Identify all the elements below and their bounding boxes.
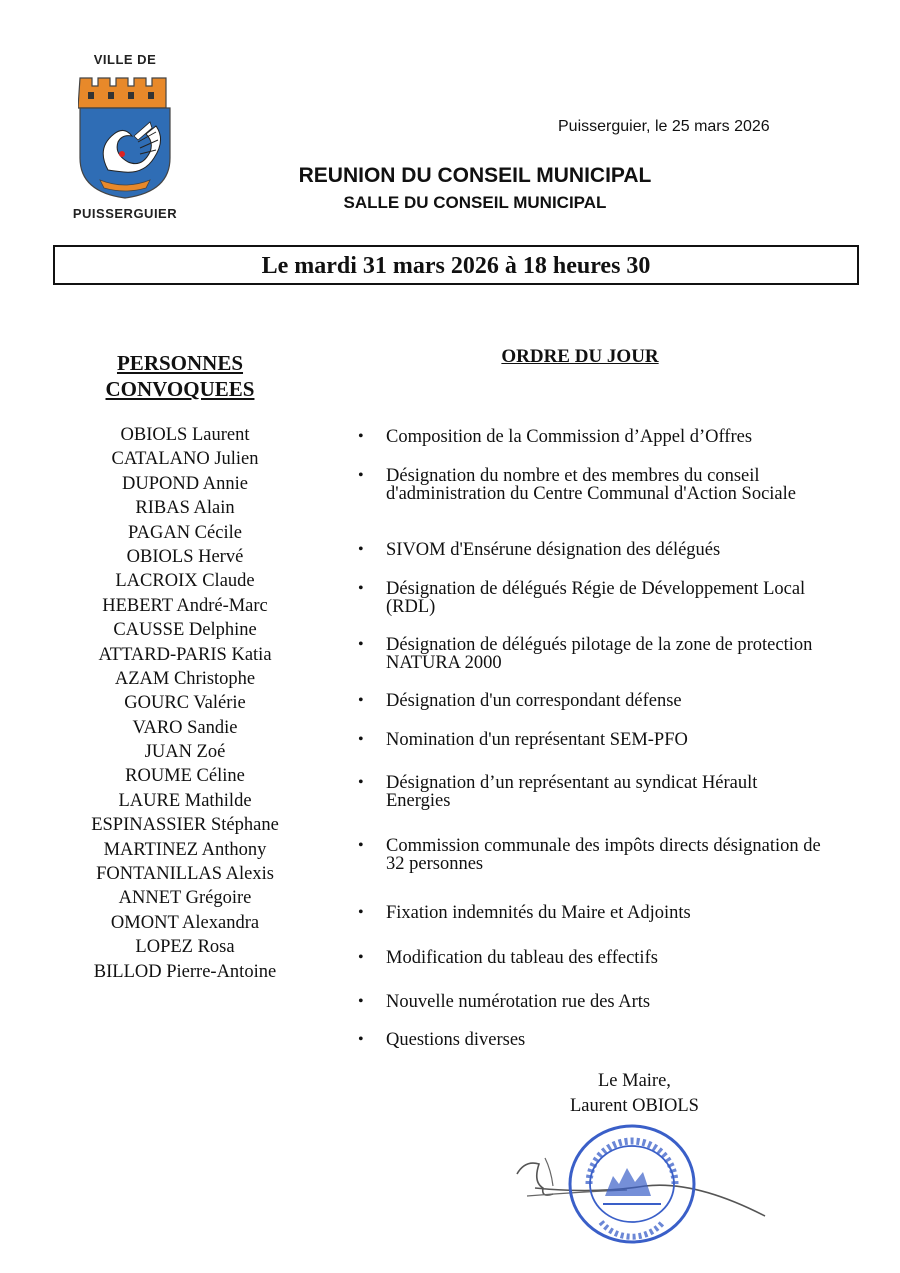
convened-name: OBIOLS Hervé bbox=[126, 546, 244, 567]
agenda-heading: ORDRE DU JOUR bbox=[501, 346, 659, 367]
convened-name: VARO Sandie bbox=[132, 717, 238, 738]
convened-heading bbox=[80, 350, 280, 402]
agenda-item-text: Commission communale des impôts directs désignation de 32 personnes bbox=[386, 836, 821, 874]
bullet-icon: • bbox=[358, 1031, 364, 1048]
bullet-icon: • bbox=[358, 692, 364, 709]
convened-name: JUAN Zoé bbox=[144, 742, 226, 763]
signature-name: Laurent OBIOLS bbox=[570, 1096, 699, 1116]
signature-title: Le Maire, bbox=[598, 1071, 671, 1091]
agenda-item-text: Désignation d’un représentant au syndicat Hérault Energies bbox=[386, 773, 758, 811]
page-title: REUNION DU CONSEIL MUNICIPAL bbox=[298, 164, 652, 187]
bullet-icon: • bbox=[358, 541, 364, 558]
convened-name: LACROIX Claude bbox=[115, 571, 255, 592]
convened-heading-line1: PERSONNES bbox=[116, 351, 244, 375]
agenda-item-text: Désignation du nombre et des membres du conseil d'administration du Centre Communal d'Action Sociale bbox=[386, 466, 796, 504]
bullet-icon: • bbox=[358, 731, 364, 748]
bullet-icon: • bbox=[358, 428, 364, 445]
convened-heading-line2: CONVOQUEES bbox=[105, 377, 255, 401]
logo-bottom-text: PUISSERGUIER bbox=[72, 206, 178, 221]
convened-name: OBIOLS Laurent bbox=[120, 425, 250, 445]
agenda-item-text: Composition de la Commission d’Appel d’Offres bbox=[386, 427, 753, 447]
bullet-icon: • bbox=[358, 774, 364, 791]
convened-name: AZAM Christophe bbox=[114, 668, 256, 689]
bullet-icon: • bbox=[358, 837, 364, 854]
convened-name: ESPINASSIER Stéphane bbox=[91, 815, 279, 836]
bullet-icon: • bbox=[358, 467, 364, 484]
place-and-date: Puisserguier, le 25 mars 2026 bbox=[558, 118, 770, 135]
bullet-icon: • bbox=[358, 636, 364, 653]
agenda-item-text: Nouvelle numérotation rue des Arts bbox=[386, 992, 651, 1012]
convened-name: BILLOD Pierre-Antoine bbox=[93, 961, 277, 982]
convened-name: LAURE Mathilde bbox=[118, 790, 252, 811]
logo-top-text: VILLE DE bbox=[93, 52, 157, 67]
meeting-date-box: Le mardi 31 mars 2026 à 18 heures 30 bbox=[53, 245, 859, 285]
convened-name: FONTANILLAS Alexis bbox=[96, 864, 274, 885]
convened-name: DUPOND Annie bbox=[122, 473, 248, 494]
convened-name: ROUME Céline bbox=[125, 766, 245, 787]
convened-name: GOURC Valérie bbox=[124, 693, 246, 714]
convened-name: ANNET Grégoire bbox=[118, 888, 252, 909]
agenda-item-text: Nomination d'un représentant SEM-PFO bbox=[386, 730, 688, 750]
bullet-icon: • bbox=[358, 904, 364, 921]
convened-name: HEBERT André-Marc bbox=[102, 595, 268, 616]
signature-stamp bbox=[505, 1118, 775, 1258]
convened-name: LOPEZ Rosa bbox=[135, 937, 235, 958]
convened-name: ATTARD-PARIS Katia bbox=[98, 644, 272, 665]
bullet-icon: • bbox=[358, 580, 364, 597]
convened-names-list bbox=[60, 423, 310, 984]
agenda-item-text: Désignation d'un correspondant défense bbox=[386, 691, 682, 711]
agenda-item-text: Fixation indemnités du Maire et Adjoints bbox=[386, 903, 691, 923]
agenda-item-text: Modification du tableau des effectifs bbox=[386, 948, 658, 968]
convened-name: CAUSSE Delphine bbox=[113, 620, 257, 641]
bullet-icon: • bbox=[358, 993, 364, 1010]
bullet-icon: • bbox=[358, 949, 364, 966]
convened-name: PAGAN Cécile bbox=[128, 522, 242, 543]
stamp-seal-icon bbox=[570, 1126, 694, 1242]
convened-name: MARTINEZ Anthony bbox=[103, 839, 267, 860]
page-subtitle: SALLE DU CONSEIL MUNICIPAL bbox=[343, 193, 607, 212]
agenda-item-text: Questions diverses bbox=[386, 1030, 526, 1050]
agenda-item-text: Désignation de délégués pilotage de la zone de protection NATURA 2000 bbox=[386, 635, 813, 673]
convened-name: CATALANO Julien bbox=[111, 449, 259, 470]
agenda-item-text: Désignation de délégués Régie de Développement Local (RDL) bbox=[386, 579, 806, 617]
agenda-item-text: SIVOM d'Ensérune désignation des délégués bbox=[386, 540, 721, 560]
convened-name: OMONT Alexandra bbox=[110, 912, 260, 933]
convened-name: RIBAS Alain bbox=[135, 498, 235, 519]
